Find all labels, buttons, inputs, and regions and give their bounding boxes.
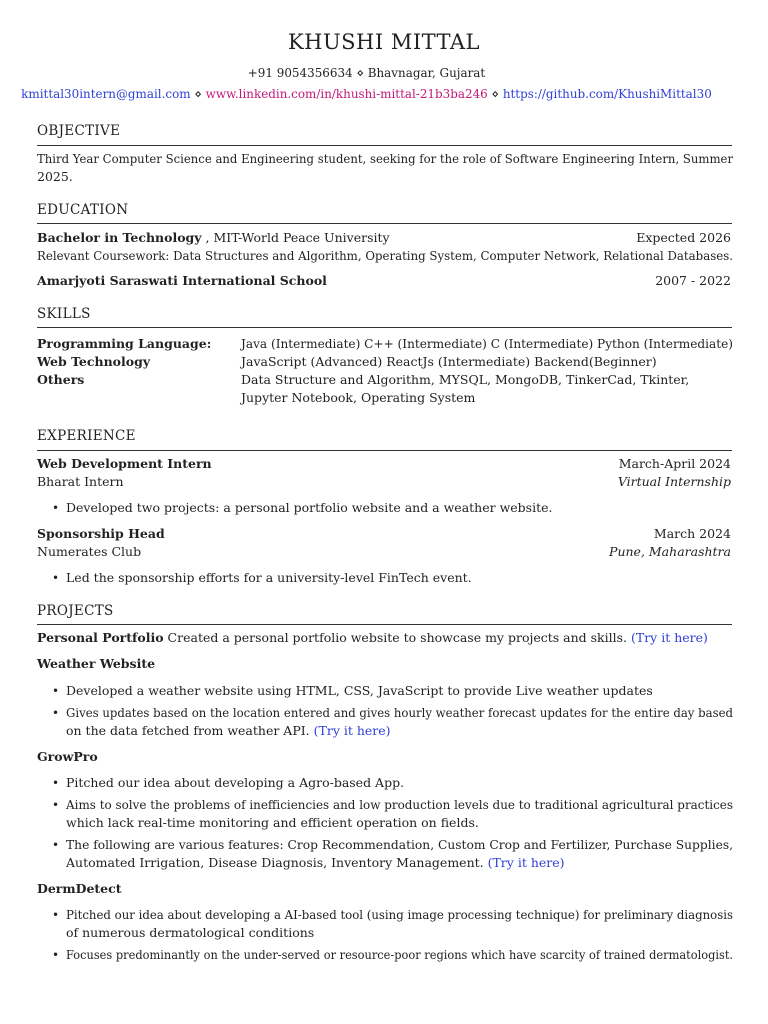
separator-diamond-icon: ⋄ (356, 65, 364, 80)
github-link[interactable]: https://github.com/KhushiMittal30 (502, 86, 712, 101)
bullet-icon: • (52, 684, 60, 698)
section-rule (37, 223, 732, 224)
project-bullet-continued: which lack real-time monitoring and efficient operation on fields. (66, 815, 479, 830)
section-rule (37, 327, 732, 328)
job-organization: Numerates Club (37, 544, 142, 559)
project-bullet: Aims to solve the problems of inefficiencies and low production levels due to traditional agricultural practices (66, 797, 733, 812)
try-it-link[interactable]: (Try it here) (487, 855, 565, 870)
project-description: Created a personal portfolio website to showcase my projects and skills. (163, 630, 631, 645)
objective-text-line-1: Third Year Computer Science and Engineering student, seeking for the role of Software Engineering Intern, Summer (37, 151, 734, 166)
project-bullet-continued: Automated Irrigation, Disease Diagnosis, Inventory Management. (Try it here) (66, 855, 565, 870)
degree-title: Bachelor in Technology (37, 230, 202, 245)
bullet-icon: • (52, 501, 60, 515)
skill-label: Programming Language: (37, 336, 212, 351)
separator-diamond-icon: ⋄ (491, 86, 500, 101)
bullet-icon: • (52, 706, 60, 720)
job-title: Sponsorship Head (37, 526, 165, 541)
project-bullet: The following are various features: Crop Recommendation, Custom Crop and Fertilizer, Purchase Supplies, (66, 837, 734, 852)
bullet-icon: • (52, 948, 60, 962)
project-bullet: Developed a weather website using HTML, CSS, JavaScript to provide Live weather updates (66, 683, 653, 698)
email-link[interactable]: kmittal30intern@gmail.com (21, 86, 191, 101)
bullet-icon: • (52, 571, 60, 585)
job-title: Web Development Intern (37, 456, 212, 471)
project-title: GrowPro (37, 749, 98, 764)
coursework: Relevant Coursework: Data Structures and Algorithm, Operating System, Computer Network, Relational Databases. (37, 248, 733, 263)
job-organization: Bharat Intern (37, 474, 124, 489)
separator-diamond-icon: ⋄ (194, 86, 202, 101)
phone-number: +91 9054356634 (247, 65, 353, 80)
objective-heading: OBJECTIVE (37, 123, 121, 139)
experience-heading: EXPERIENCE (37, 428, 136, 444)
project-title: Personal Portfolio (37, 630, 164, 645)
contact-line-1 (0, 65, 733, 80)
section-rule (37, 145, 732, 146)
education-heading: EDUCATION (37, 202, 129, 218)
skill-value-continued: Jupyter Notebook, Operating System (241, 390, 476, 405)
job-date: March-April 2024 (618, 456, 731, 471)
project-bullet: Gives updates based on the location entered and gives hourly weather forecast updates for the entire day based (66, 705, 733, 720)
bullet-icon: • (52, 838, 60, 852)
job-location: Virtual Internship (617, 474, 731, 489)
linkedin-link[interactable]: www.linkedin.com/in/khushi-mittal-21b3ba246 (205, 86, 488, 101)
school-name: Amarjyoti Saraswati International School (37, 273, 327, 288)
project-bullet-continued: on the data fetched from weather API. (Try it here) (66, 723, 391, 738)
bullet-icon: • (52, 776, 60, 790)
bullet-icon: • (52, 908, 60, 922)
job-date: March 2024 (653, 526, 731, 541)
job-location: Pune, Maharashtra (609, 544, 731, 559)
skill-label: Others (37, 372, 85, 387)
project-bullet: Focuses predominantly on the under-served or resource-poor regions which have scarcity of trained dermatologist. (66, 947, 734, 962)
skill-label: Web Technology (37, 354, 151, 369)
degree-line (37, 230, 390, 245)
project-bullet-continued: of numerous dermatological conditions (66, 925, 315, 940)
project-bullet: Pitched our idea about developing a Agro-based App. (66, 775, 405, 790)
bullet-icon: • (52, 798, 60, 812)
job-bullet: Developed two projects: a personal portfolio website and a weather website. (66, 500, 553, 515)
location: Bhavnagar, Gujarat (367, 65, 486, 80)
candidate-name: KHUSHI MITTAL (287, 30, 481, 54)
university-name: , MIT-World Peace University (201, 230, 390, 245)
projects-heading: PROJECTS (37, 603, 114, 619)
job-bullet: Led the sponsorship efforts for a university-level FinTech event. (66, 570, 472, 585)
objective-text-line-2: 2025. (37, 169, 73, 184)
portfolio-project (37, 630, 708, 645)
project-bullet: Pitched our idea about developing a AI-based tool (using image processing technique) for preliminary diagnosis (66, 907, 733, 922)
skill-value: JavaScript (Advanced) ReactJs (Intermediate) Backend(Beginner) (241, 354, 657, 369)
skills-heading: SKILLS (37, 306, 91, 322)
degree-date: Expected 2026 (636, 230, 731, 245)
project-title: Weather Website (37, 656, 156, 671)
contact-line-2 (0, 86, 733, 101)
skill-value: Data Structure and Algorithm, MYSQL, MongoDB, TinkerCad, Tkinter, (241, 372, 690, 387)
section-rule (37, 450, 732, 451)
try-it-link[interactable]: (Try it here) (313, 723, 391, 738)
school-date: 2007 - 2022 (655, 273, 731, 288)
skill-value: Java (Intermediate) C++ (Intermediate) C (Intermediate) Python (Intermediate) (241, 336, 733, 351)
try-it-link[interactable]: (Try it here) (630, 630, 708, 645)
project-title: DermDetect (37, 881, 122, 896)
section-rule (37, 624, 732, 625)
